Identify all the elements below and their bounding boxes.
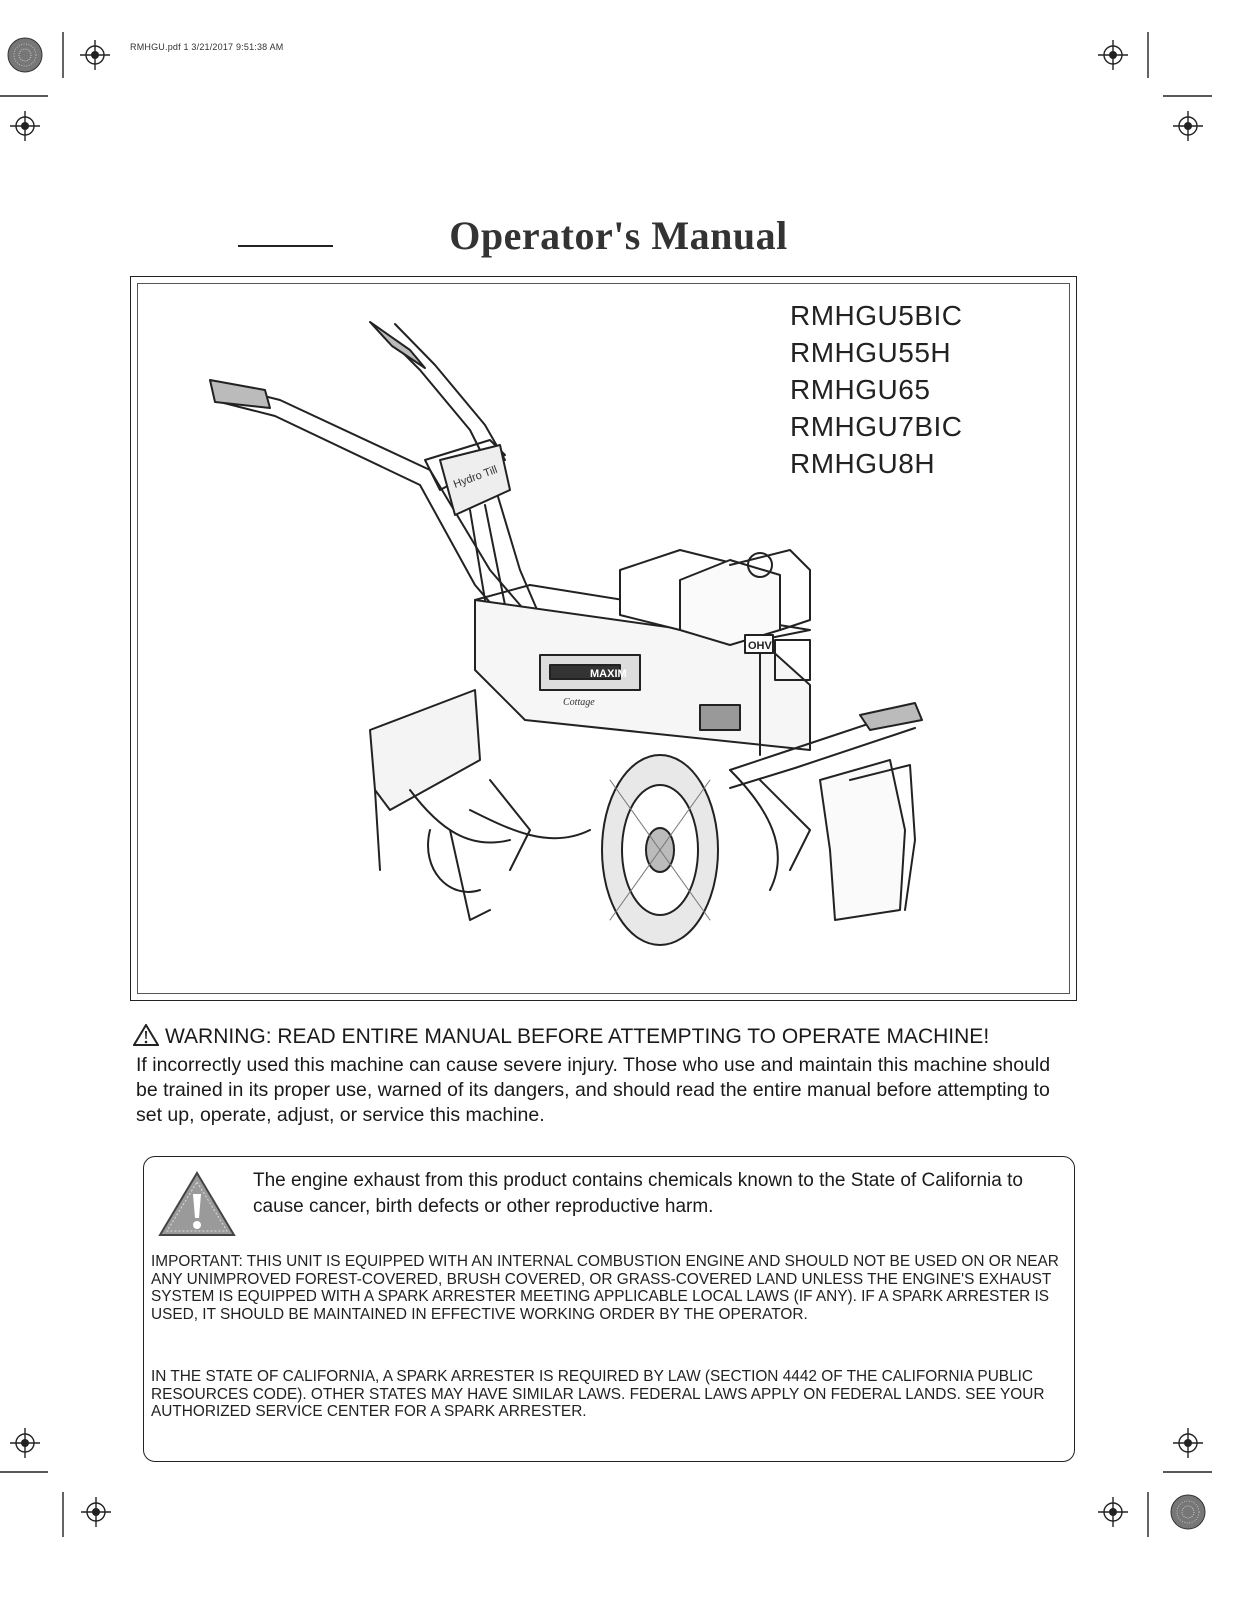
spark-arrester-notice: IMPORTANT: THIS UNIT IS EQUIPPED WITH AN INTERNAL COMBUSTION ENGINE AND SHOULD NOT BE USED ON OR NEAR ANY UNIMPROVED FOREST-COVERED, BRUSH COVERED, OR GRASS-COVERED LAND UNLESS THE ENGINE'S EXHAUST SYSTEM IS EQUIPPED WITH A SPARK ARRESTER MEETING APPLICABLE LOCAL LAWS (IF ANY). IF A SPARK ARRESTER IS USED, IT SHOULD BE MAINTAINED IN EFFECTIVE WORKING ORDER BY THE OPERATOR. bbox=[151, 1253, 1059, 1323]
print-slug: RMHGU.pdf 1 3/21/2017 9:51:38 AM bbox=[130, 42, 284, 52]
brand-label: MAXIM bbox=[590, 668, 627, 680]
model-number: RMHGU55H bbox=[790, 337, 952, 368]
model-number: RMHGU5BIC bbox=[790, 300, 963, 331]
handle-label: Hydro Till bbox=[451, 463, 500, 491]
model-number: RMHGU8H bbox=[790, 448, 936, 479]
sub-label: Cottage bbox=[563, 697, 595, 708]
model-number: RMHGU65 bbox=[790, 374, 931, 405]
california-notice: IN THE STATE OF CALIFORNIA, A SPARK ARRESTER IS REQUIRED BY LAW (SECTION 4442 OF THE CALIFORNIA PUBLIC RESOURCES CODE). OTHER STATES MAY HAVE SIMILAR LAWS. FEDERAL LAWS APPLY ON FEDERAL LANDS. SEE YOUR AUTHORIZED SERVICE CENTER FOR A SPARK ARRESTER. bbox=[151, 1368, 1045, 1420]
warning-icon bbox=[133, 1024, 159, 1046]
caution-icon bbox=[157, 1170, 237, 1238]
warning-heading-text: WARNING: READ ENTIRE MANUAL BEFORE ATTEMPTING TO OPERATE MACHINE! bbox=[165, 1025, 990, 1048]
warning-heading bbox=[133, 1024, 989, 1049]
tiller-illustration bbox=[170, 310, 930, 970]
engine-label: OHV bbox=[748, 640, 772, 652]
warning-body: If incorrectly used this machine can cause severe injury. Those who use and maintain this machine should be trained in its proper use, warned of its dangers, and should read the entire manual before attempting to set up, operate, adjust, or service this machine. bbox=[136, 1054, 1051, 1126]
prop65-statement: The engine exhaust from this product contains chemicals known to the State of California to cause cancer, birth defects or other reproductive harm. bbox=[253, 1170, 1023, 1217]
page-title: Operator's Manual bbox=[449, 213, 788, 258]
model-number: RMHGU7BIC bbox=[790, 411, 963, 442]
